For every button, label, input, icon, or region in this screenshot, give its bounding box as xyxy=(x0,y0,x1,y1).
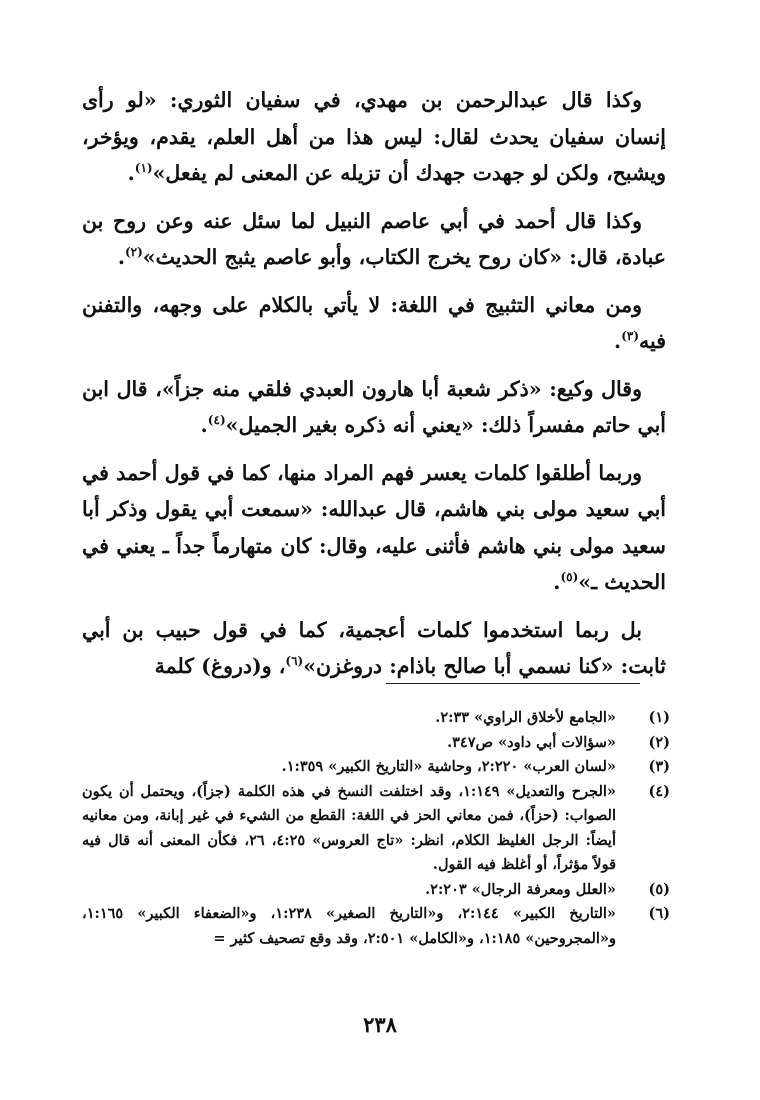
note-ref-5: (٥) xyxy=(560,570,579,585)
footnote-text: «التاريخ الكبير» ٢:١٤٤، و«التاريخ الصغير» ١:٢٣٨، و«الضعفاء الكبير» ١:١٦٥، و«المجروحين» ١:١٨٥، و«الكامل» ٢:٥٠١، وقد وقع تصحيف كثير = xyxy=(82,905,616,947)
footnote-number: (٦) xyxy=(648,905,670,922)
paragraph-6-text: بل ربما استخدموا كلمات أعجمية، كما في قول حبيب بن أبي ثابت: «كنا نسمي أبا صالح باذام: دروغزن» xyxy=(82,617,666,678)
footnote-divider xyxy=(386,683,640,684)
note-ref-3: (٣) xyxy=(621,329,640,344)
paragraph-6-tail: ، و(دروغ) كلمة xyxy=(154,654,286,678)
footnotes xyxy=(82,706,670,951)
paragraph-4-text: وقال وكيع: «ذكر شعبة أبا هارون العبدي فلقي منه جزاً»، قال ابن أبي حاتم مفسراً ذلك: «يعني أنه ذكره بغير الجميل» xyxy=(82,376,666,437)
note-ref-6: (٦) xyxy=(285,654,304,669)
paragraph-5-text: وربما أطلقوا كلمات يعسر فهم المراد منها، كما في قول أحمد في أبي سعيد مولى بني هاشم، قال عبدالله: «سمعت أبي يقول وذكر أبا سعيد مولى بني هاشم فأثنى عليه، وقال: كان متهارماً جداً ـ يعني في الحديث ـ» xyxy=(82,460,666,594)
footnote-4 xyxy=(82,780,670,878)
paragraph-5: وربما أطلقوا كلمات يعسر فهم المراد منها، كما في قول أحمد في أبي سعيد مولى بني هاشم، قال عبدالله: «سمعت أبي يقول وذكر أبا سعيد مولى بني هاشم فأثنى عليه، وقال: كان متهارماً جداً ـ يعني في الحديث ـ»$^{(٥)}$. xyxy=(82,460,666,594)
footnote-text: «لسان العرب» ٢:٢٢٠، وحاشية «التاريخ الكبير» ١:٣٥٩. xyxy=(281,758,616,775)
paragraph-3-text: ومن معاني التثبيج في اللغة: لا يأتي بالكلام على وجهه، والتفنن فيه xyxy=(82,292,666,353)
footnote-number: (٣) xyxy=(648,758,670,775)
paragraph-1: وكذا قال عبدالرحمن بن مهدي، في سفيان الثوري: «لو رأى إنسان سفيان يحدث لقال: ليس هذا من أهل العلم، يقدم، ويؤخر، ويشبح، ولكن لو جهدت جهدك أن تزيله عن المعنى لم يفعل»$^{(١)}$. xyxy=(82,88,666,185)
footnote-number: (٤) xyxy=(648,782,670,800)
footnote-1 xyxy=(82,706,670,731)
footnote-number: (٥) xyxy=(648,880,670,898)
footnote-text: «الجامع لأخلاق الراوي» ٢:٣٣. xyxy=(435,709,616,726)
paragraph-2-text: وكذا قال أحمد في أبي عاصم النبيل لما سئل عنه وعن روح بن عبادة، قال: «كان روح يخرج الكتاب، وأبو عاصم يثبج الحديث» xyxy=(82,208,666,269)
paragraph-3: ومن معاني التثبيج في اللغة: لا يأتي بالكلام على وجهه، والتفنن فيه$^{(٣)}$. xyxy=(82,292,666,353)
footnote-text: «الجرح والتعديل» ١:١٤٩، وقد اختلفت النسخ في هذه الكلمة (جزاً)، ويحتمل أن يكون الصواب: (حزاً)، فمن معاني الحز في اللغة: القطع من الشيء في غير إبانة، ومن معانيه أيضاً: الرجل الغليظ الكلام، انظر: «تاج العروس» ٤:٢٥، ٢٦، فكأن المعنى أنه قال فيه قولاً مؤثراً، أو أغلظ فيه القول. xyxy=(82,782,616,873)
note-ref-2: (٢) xyxy=(124,245,143,260)
main-text xyxy=(82,82,666,696)
paragraph-2: وكذا قال أحمد في أبي عاصم النبيل لما سئل عنه وعن روح بن عبادة، قال: «كان روح يخرج الكتاب، وأبو عاصم يثبج الحديث»$^{(٢)}$. xyxy=(82,208,666,269)
paragraph-6 xyxy=(82,612,666,685)
footnote-3 xyxy=(82,755,670,780)
footnote-2 xyxy=(82,731,670,756)
footnote-text: «سؤالات أبي داود» ص٣٤٧. xyxy=(447,733,616,751)
footnote-text: «العلل ومعرفة الرجال» ٢:٢٠٣. xyxy=(425,880,616,898)
note-ref-1: (١) xyxy=(134,161,153,176)
footnote-number: (١) xyxy=(648,709,670,726)
page-number: ٢٣٨ xyxy=(363,1012,397,1037)
footnote-5 xyxy=(82,878,670,903)
paragraph-1-text: وكذا قال عبدالرحمن بن مهدي، في سفيان الثوري: «لو رأى إنسان سفيان يحدث لقال: ليس هذا من أهل العلم، يقدم، ويؤخر، ويشبح، ولكن لو جهدت جهدك أن تزيله عن المعنى لم يفعل» xyxy=(82,88,666,185)
footnote-number: (٢) xyxy=(648,733,670,751)
note-ref-4: (٤) xyxy=(207,413,226,428)
paragraph-4: وقال وكيع: «ذكر شعبة أبا هارون العبدي فلقي منه جزاً»، قال ابن أبي حاتم مفسراً ذلك: «يعني أنه ذكره بغير الجميل»$^{(٤)}$. xyxy=(82,376,666,437)
footnote-6 xyxy=(82,902,670,951)
